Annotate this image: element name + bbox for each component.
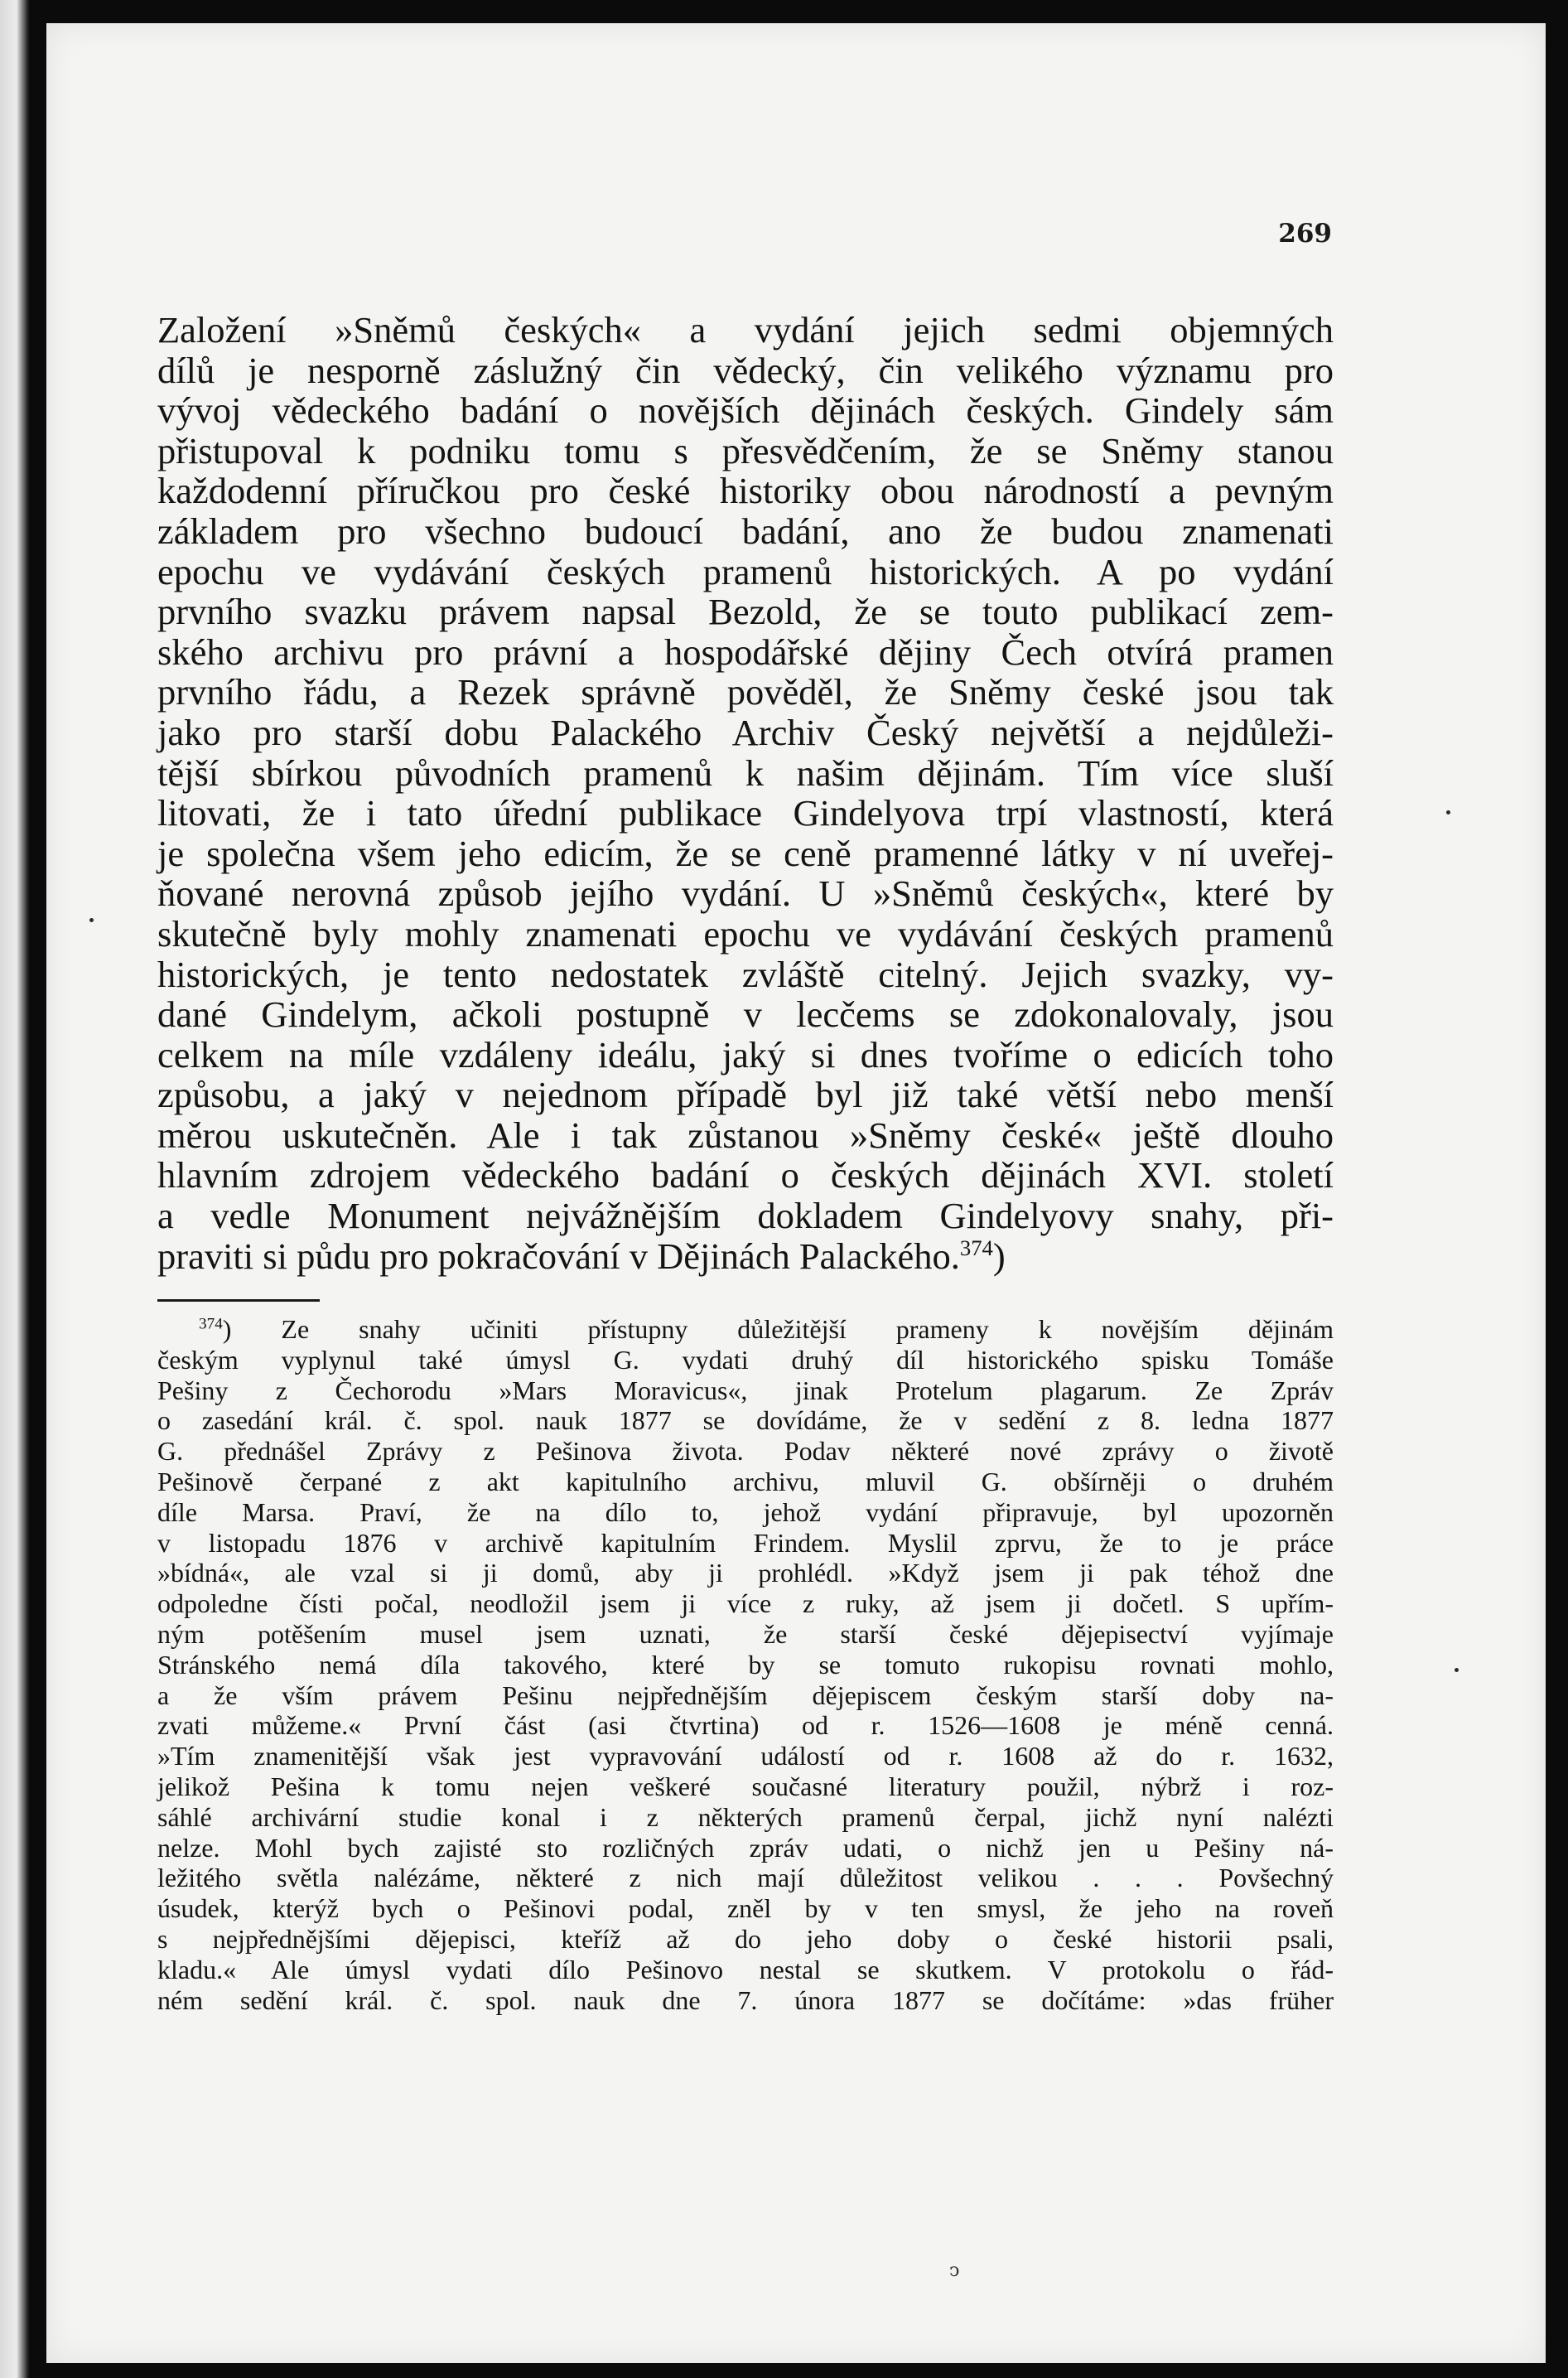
footnote-line-text: Pešiny z Čechorodu »Mars Moravicus«, jinak Protelum plagarum. Ze Zpráv	[157, 1375, 1334, 1405]
body-line-text: hlavním zdrojem vědeckého badání o českých dějinách XVI. století	[157, 1154, 1334, 1196]
body-line	[157, 431, 1334, 471]
main-text	[157, 310, 1334, 1276]
body-line	[157, 390, 1334, 431]
body-line-text: každodenní příručkou pro české historiky obou národností a pevným	[157, 470, 1334, 512]
body-line	[157, 1155, 1334, 1196]
footnote-line-text: Pešinově čerpané z akt kapitulního archivu, mluvil G. obšírněji o druhém	[157, 1466, 1334, 1496]
body-line	[157, 1035, 1334, 1075]
body-line-text: vývoj vědeckého badání o novějších dějinách českých. Gindely sám	[157, 389, 1334, 432]
body-line	[157, 713, 1334, 753]
adjacent-page-edge	[0, 0, 31, 2378]
scan-speck	[1455, 1668, 1459, 1672]
body-line	[157, 350, 1334, 391]
footnote-line-text: s nejpřednějšími dějepisci, kteříž až do jeho doby o české historii psali,	[157, 1923, 1334, 1954]
body-line	[157, 955, 1334, 995]
footnote-line	[157, 1924, 1334, 1955]
body-line-text: litovati, že i tato úřední publikace Gindelyova trpí vlastností, která	[157, 792, 1334, 834]
body-line	[157, 1236, 1334, 1277]
body-line	[157, 834, 1334, 874]
footnote-line-text: »Tím znamenitější však jest vypravování událostí od r. 1608 až do r. 1632,	[157, 1741, 1334, 1771]
footnote-line-text: ným potěšením musel jsem uznati, že starší české dějepisectví vyjímaje	[157, 1618, 1334, 1649]
footnote-line	[157, 1833, 1334, 1863]
footnote-line-text: díle Marsa. Praví, že na dílo to, jehož vydání připravuje, byl upozorněn	[157, 1496, 1334, 1527]
footnote-marker-paren: )	[222, 1314, 232, 1344]
body-line-text: je společna všem jeho edicím, že se ceně pramenné látky v ní uveřej-	[157, 832, 1334, 874]
footnote-line	[157, 1528, 1334, 1559]
body-line-text: základem pro všechno budoucí badání, ano že budou znamenati	[157, 510, 1334, 552]
footnote-line	[157, 1741, 1334, 1771]
footnote-line	[157, 1893, 1334, 1924]
footnote-line	[157, 1558, 1334, 1588]
body-line	[157, 1196, 1334, 1236]
footnote-line-text: nelze. Mohl bych zajisté sto rozličných zpráv udati, o nichž jen u Pešiny ná-	[157, 1832, 1334, 1863]
body-line	[157, 873, 1334, 914]
body-line	[157, 471, 1334, 511]
body-line	[157, 672, 1334, 713]
footnote-line-text: »bídná«, ale vzal si ji domů, aby ji prohlédl. »Když jsem ji pak téhož dne	[157, 1558, 1334, 1588]
footnote-reference: 374	[959, 1235, 993, 1260]
footnote-line-text: kladu.« Ale úmysl vydati dílo Pešinovo nestal se skutkem. V protokolu o řád-	[157, 1954, 1334, 1984]
body-line	[157, 552, 1334, 592]
footnote-line-text: a že vším právem Pešinu nejpřednějším dějepiscem českým starší doby na-	[157, 1680, 1334, 1710]
footnote-line-text: ležitého světla nalézáme, některé z nich mají důležitost velikou . . . Povšechný	[157, 1863, 1334, 1893]
footnote-block	[157, 1314, 1334, 2015]
footnote-line	[157, 1588, 1334, 1619]
footnote-line-text: úsudek, kterýž bych o Pešinovi podal, zněl by v ten smysl, že jeho na roveň	[157, 1893, 1334, 1924]
footnote-line	[157, 1619, 1334, 1650]
footnote-marker: 374	[199, 1315, 223, 1333]
scan-speck	[89, 918, 94, 922]
body-line-text: ského archivu pro právní a hospodářské dějiny Čech otvírá pramen	[157, 631, 1334, 673]
body-line-text: dané Gindelym, ačkoli postupně v lecčems se zdokonalovaly, jsou	[157, 993, 1334, 1036]
body-line-text: epochu ve vydávání českých pramenů historických. A po vydání	[157, 550, 1334, 592]
scan-speck	[1446, 810, 1450, 814]
body-line	[157, 753, 1334, 794]
footnote-line	[157, 1436, 1334, 1467]
body-line-text: měrou uskutečněn. Ale i tak zůstanou »Sněmy české« ještě dlouho	[157, 1114, 1334, 1156]
body-line-text: tější sbírkou původních pramenů k našim dějinám. Tím více sluší	[157, 752, 1334, 794]
page-number: 269	[1278, 219, 1332, 249]
footnote-line	[157, 1467, 1334, 1497]
footnote-line	[157, 1985, 1334, 2016]
body-line	[157, 793, 1334, 834]
body-line	[157, 310, 1334, 350]
footnote-line	[157, 1955, 1334, 1985]
body-line	[157, 1075, 1334, 1115]
body-line-text: praviti si půdu pro pokračování v Dějinách Palackého.	[157, 1235, 960, 1277]
body-line-text: Založení »Sněmů českých« a vydání jejich sedmi objemných	[157, 309, 1334, 350]
body-line-text: přistupoval k podniku tomu s přesvědčením, že se Sněmy stanou	[157, 429, 1334, 471]
footnote-line-text: českým vyplynul také úmysl G. vydati druhý díl historického spisku Tomáše	[157, 1344, 1334, 1375]
footnote-line-text: zvati můžeme.« První část (asi čtvrtina) od r. 1526—1608 je méně cenná.	[157, 1710, 1334, 1741]
body-line	[157, 914, 1334, 955]
footnote-line	[157, 1405, 1334, 1436]
footnote-reference-paren: )	[992, 1235, 1006, 1277]
body-line-text: způsobu, a jaký v nejednom případě byl již také větší nebo menší	[157, 1074, 1334, 1116]
body-line-text: ňované nerovná způsob jejího vydání. U »Sněmů českých«, které by	[157, 872, 1334, 915]
footnote-line	[157, 1650, 1334, 1680]
footnote-line-text: ném sedění král. č. spol. nauk dne 7. února 1877 se dočítáme: »das früher	[157, 1984, 1334, 2015]
footnote-line-text: jelikož Pešina k tomu nejen veškeré současné literatury použil, nýbrž i roz-	[157, 1771, 1334, 1801]
body-line	[157, 592, 1334, 632]
footnote-line	[157, 1802, 1334, 1833]
body-line	[157, 1115, 1334, 1156]
footnote-line	[157, 1314, 1334, 1345]
footnote-line	[157, 1771, 1334, 1802]
footnote-line-text: odpoledne čísti počal, neodložil jsem ji více z ruky, až jsem ji dočetl. S upřím-	[157, 1588, 1334, 1619]
body-line	[157, 632, 1334, 673]
footnote-line	[157, 1710, 1334, 1741]
body-line-text: a vedle Monument nejvážnějším dokladem Gindelyovy snahy, při-	[157, 1195, 1334, 1237]
body-line-text: jako pro starší dobu Palackého Archiv Český největší a nejdůleži-	[157, 711, 1334, 753]
footnote-line-text: o zasedání král. č. spol. nauk 1877 se dovídáme, že v sedění z 8. ledna 1877	[157, 1405, 1334, 1436]
body-line-text: dílů je nesporně záslužný čin vědecký, čin velikého významu pro	[157, 349, 1334, 391]
scan-mark: ͻ	[949, 2260, 960, 2281]
footnote-line-text: Stránského nemá díla takového, které by se tomuto rukopisu rovnati mohlo,	[157, 1649, 1334, 1680]
body-line-text: prvního řádu, a Rezek správně pověděl, že Sněmy české jsou tak	[157, 671, 1334, 713]
footnote-line	[157, 1375, 1334, 1406]
footnote-separator	[157, 1299, 320, 1302]
footnote-line	[157, 1345, 1334, 1375]
footnote-line	[157, 1863, 1334, 1893]
footnote-line	[157, 1497, 1334, 1528]
footnote-line-text: G. přednášel Zprávy z Pešinova života. Podav některé nové zprávy o životě	[157, 1436, 1334, 1467]
footnote-line-text: sáhlé archivární studie konal i z některých pramenů čerpal, jichž nyní nalézti	[157, 1801, 1334, 1832]
footnote-line-text: v listopadu 1876 v archivě kapitulním Frindem. Myslil zprvu, že to je práce	[157, 1527, 1334, 1558]
body-line	[157, 994, 1334, 1035]
body-line-text: skutečně byly mohly znamenati epochu ve vydávání českých pramenů	[157, 912, 1334, 955]
footnote-line	[157, 1680, 1334, 1711]
footnote-line-text: Ze snahy učiniti přístupny důležitější prameny k novějším dějinám	[281, 1314, 1334, 1344]
body-line-text: historických, je tento nedostatek zvláště citelný. Jejich svazky, vy-	[157, 953, 1334, 995]
book-page	[46, 23, 1546, 2363]
body-line-text: prvního svazku právem napsal Bezold, že se touto publikací zem-	[157, 591, 1334, 633]
body-line	[157, 511, 1334, 552]
body-line-text: celkem na míle vzdáleny ideálu, jaký si dnes tvoříme o edicích toho	[157, 1033, 1334, 1075]
